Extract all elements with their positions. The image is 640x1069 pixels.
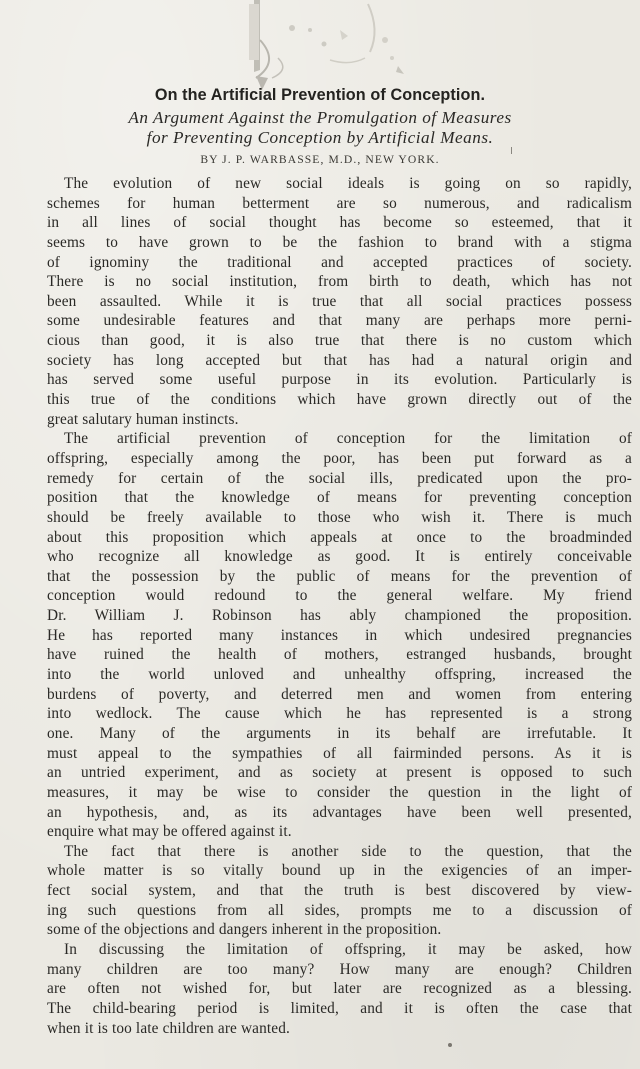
author-byline: BY J. P. WARBASSE, M.D., NEW YORK. [200,153,440,166]
paragraph-3-line: some of the objections and dangers inherent in the proposition. [47,921,442,939]
paragraph-1-line: The evolution of new social ideals is going on so rapidly, [64,175,632,192]
paragraph-4-line: when it is too late children are wanted. [47,1019,291,1037]
paragraph-2-line: measures, it may be wise to consider the question in the light of [47,783,632,801]
paragraph-2-line: an untried experiment, and as society at present is opposed to such [47,764,632,782]
article-title: On the Artificial Prevention of Conception. [154,86,486,104]
paragraph-2-line: The artificial prevention of conception for the limitation of [64,430,632,448]
library-stamp [220,0,420,92]
paragraph-2-line: that the possession by the public of means for the prevention of [47,567,632,585]
paragraph-2-line: conception would redound to the general welfare. My friend [47,587,632,605]
paragraph-2-line: should be freely available to those who wish it. There is much [47,508,632,526]
paragraph-2-line: must appeal to the sympathies of all fairminded persons. As it is [47,744,632,762]
paragraph-2-line: enquire what may be offered against it. [47,823,292,841]
paragraph-4-line: The child-bearing period is limited, and it is often the case that [47,999,632,1017]
paragraph-1-line: in all lines of social thought has become so esteemed, that it [47,214,632,232]
paragraph-1-line: been assaulted. While it is true that all social practices possess [47,292,632,310]
paragraph-4-line: In discussing the limitation of offspring, it may be asked, how [64,940,632,958]
paragraph-2-line: who recognize all knowledge as good. It is entirely conceivable [47,548,632,566]
speck-mark [448,1043,452,1047]
paragraph-1-line: of ignominy the traditional and accepted practices of society. [47,253,632,271]
paragraph-2-line: He has reported many instances in which undesired pregnancies [47,626,632,644]
paragraph-1-line: schemes for human betterment are so numerous, and radicalism [47,194,632,212]
library-stamp-image [220,0,420,92]
paragraph-2-line: have ruined the health of mothers, estranged husbands, brought [47,646,632,664]
paragraph-1-line: this true of the conditions which have grown directly out of the [47,391,632,409]
paragraph-1-line: cious than good, it is also true that there is no custom which [47,332,632,350]
paragraph-1-line: There is no social institution, from birth to death, which has not [47,273,632,291]
paragraph-2-line: position that the knowledge of means for preventing conception [47,489,632,507]
paragraph-2-line: burdens of poverty, and deterred men and women from entering [47,685,632,703]
paragraph-3-line: ing such questions from all sides, prompts me to a discussion of [47,901,632,919]
paragraph-2-line: into the world unloved and unhealthy offspring, increased the [47,666,632,684]
paragraph-3-line: whole matter is so vitally bound up in the exigencies of an imper- [47,862,632,880]
paragraph-1-line: has served some useful purpose in its evolution. Particularly is [47,371,632,389]
paragraph-2-line: remedy for certain of the social ills, predicated upon the pro- [47,469,632,487]
paragraph-2-line: Dr. William J. Robinson has ably championed the proposition. [47,607,632,625]
paragraph-1-line: seems to have grown to be the fashion to brand with a stigma [47,233,632,251]
paragraph-3-line: fect social system, and that the truth is best discovered by view- [47,882,632,900]
article-subtitle-line-2: for Preventing Conception by Artificial Means. [146,128,494,147]
paragraph-2-line: into wedlock. The cause which he has represented is a strong [47,705,632,723]
paragraph-4-line: many children are too many? How many are enough? Children [47,960,632,978]
paragraph-1-line: society has long accepted but that has had a natural origin and [47,351,632,369]
article-body [47,174,632,1038]
paragraph-2-line: an hypothesis, and, as its advantages have been well presented, [47,803,632,821]
article-subtitle-line-1: An Argument Against the Promulgation of Measures [128,108,512,127]
paragraph-2-line: one. Many of the arguments in its behalf are irrefutable. It [47,724,632,742]
paragraph-3-line: The fact that there is another side to the question, that the [64,842,632,860]
paragraph-1-line: some undesirable features and that many are perhaps more perni- [47,312,632,330]
paragraph-1-line: great salutary human instincts. [47,410,239,428]
paragraph-2-line: offspring, especially among the poor, has been put forward as a [47,449,632,467]
paragraph-2-line: about this proposition which appeals at once to the broadminded [47,528,632,546]
paragraph-4-line: are often not wished for, but later are recognized as a blessing. [47,980,632,998]
